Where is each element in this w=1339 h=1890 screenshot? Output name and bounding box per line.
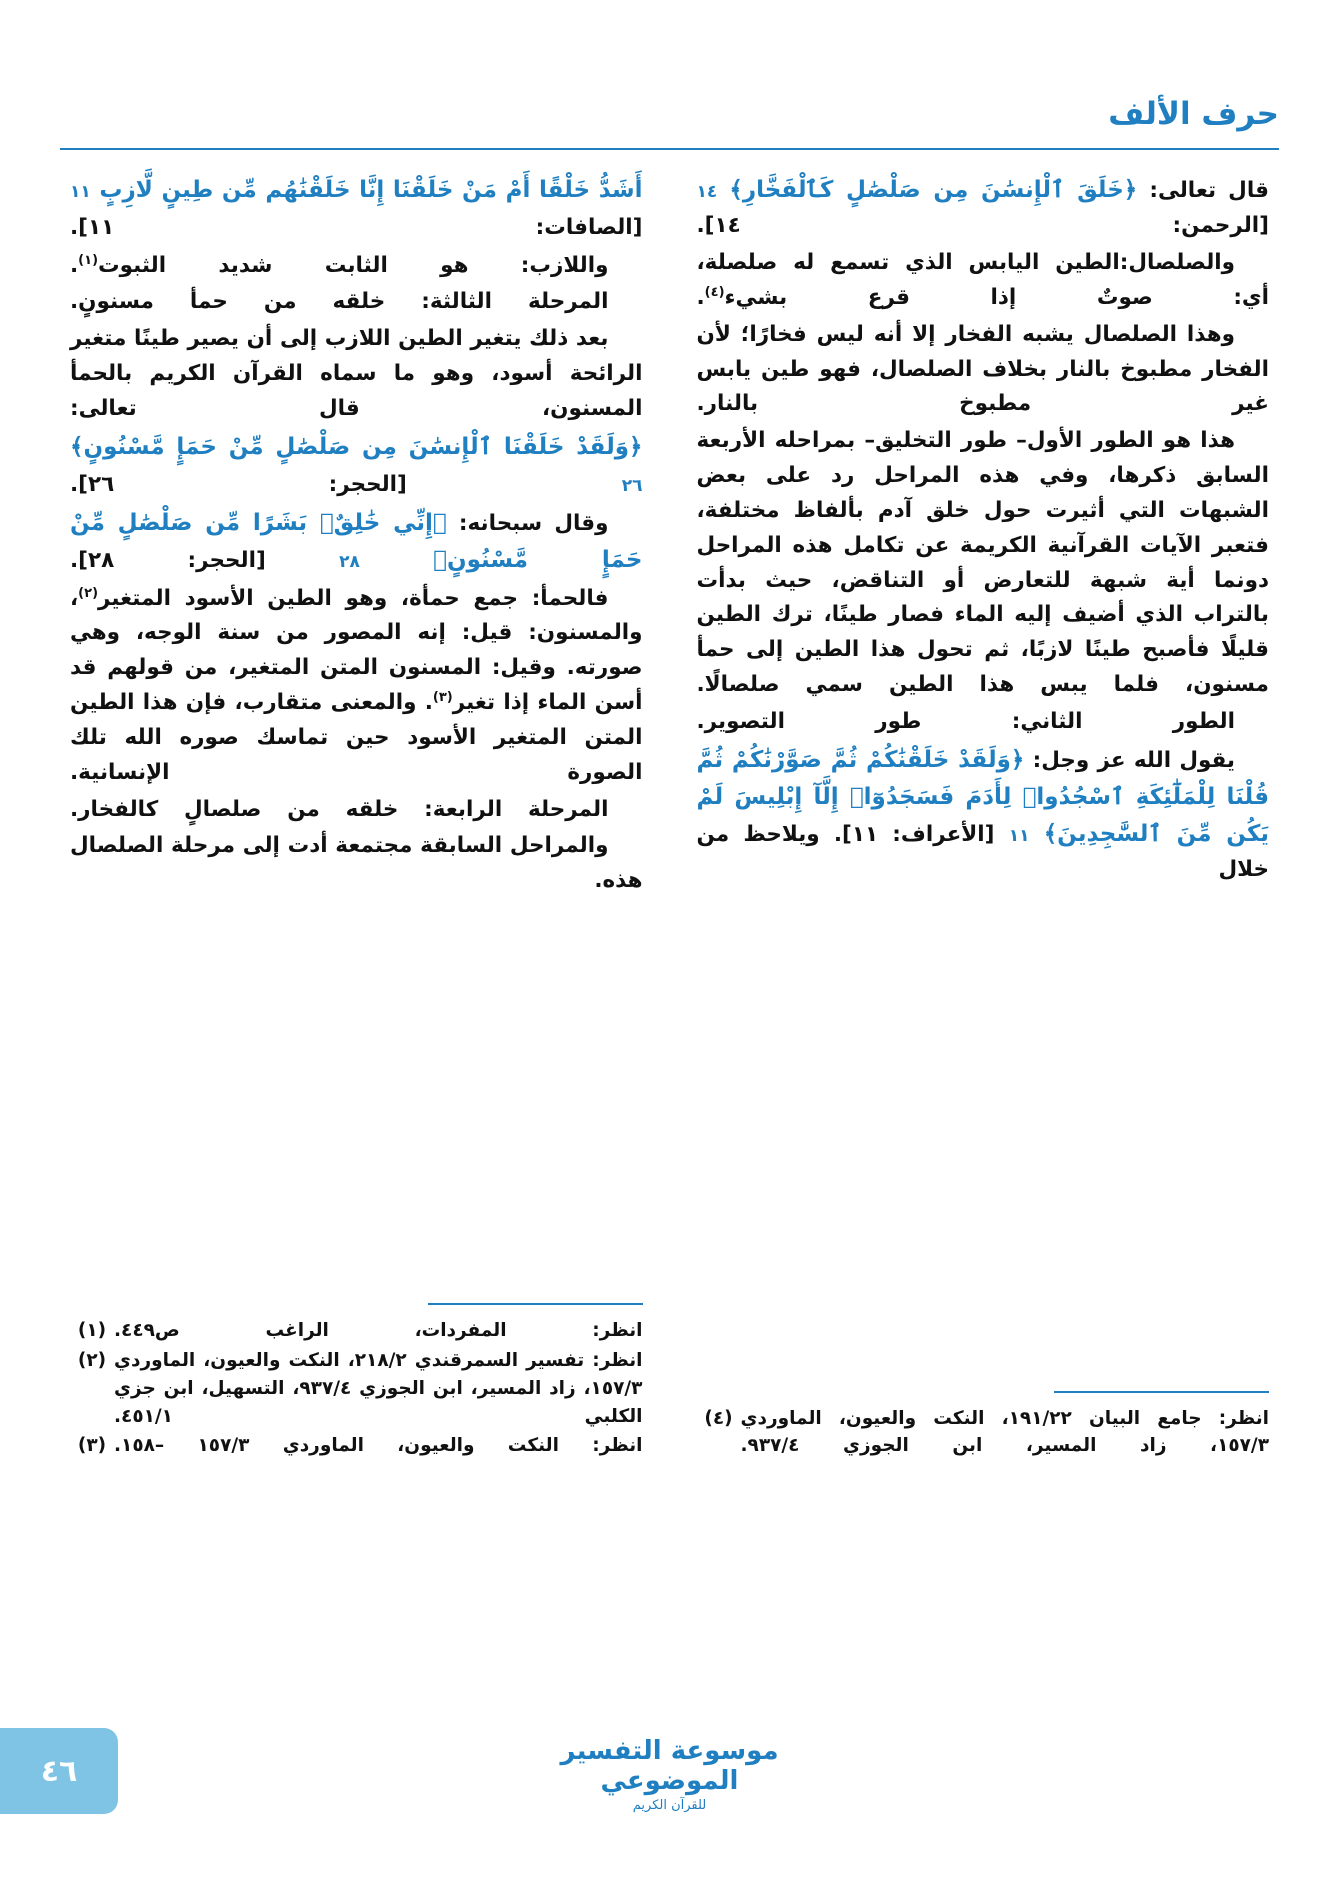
verse-reference: [الأعراف: ١١]. ويلاحظ من خلال (696, 822, 1269, 883)
logo-subtitle: للقرآن الكريم (632, 1798, 707, 1813)
paragraph-yaqul-allah (697, 742, 1270, 889)
verse-reference: [الحجر: ٢٨]. (70, 548, 266, 574)
footnote-text: انظر: النكت والعيون، الماوردي ١٥٧/٣ –١٥٨. (114, 1435, 643, 1457)
paragraph-tawr-awwal: هذا هو الطور الأول– طور التخليق– بمراحله الأربعة السابق ذكرها، وفي هذه المراحل رد على بعض الشبهات التي أثيرت حول خلق آدم بألفاظ مختلفة، فتعبر الآيات القرآنية الكريمة عن تكامل هذه المراحل دونما أية شبهة للتعارض أو التناقض، حيث بدأت بالتراب الذي أضيف إليه الماء فصار طينًا، ترك الطين قليلًا فأصبح طينًا لازبًا، ثم تحول هذا الطين إلى حمأ مسنون، فلما يبس هذا الطين سمي صلصالًا. (696, 428, 1269, 698)
paragraph-text: وقال سبحانه: (458, 511, 609, 537)
column-right (70, 172, 643, 1462)
footnote-ref-3[interactable]: (٣) (432, 689, 453, 705)
footnote-number: (١) (77, 1320, 107, 1342)
paragraph-tawr-thani: الطور الثاني: طور التصوير. (696, 708, 1235, 734)
paragraph-stage-four: المرحلة الرابعة: خلقه من صلصالٍ كالفخار. (70, 796, 609, 822)
footnote-text: انظر: المفردات، الراغب ص٤٤٩. (114, 1320, 643, 1342)
column-left (697, 172, 1270, 1462)
text-columns (70, 172, 1269, 1462)
ayah-number: ١٤ (696, 182, 718, 202)
ayah-number: ١١ (70, 182, 91, 202)
footnote-ref-2[interactable]: (٢) (78, 585, 99, 601)
footnote-number: (٢) (77, 1350, 107, 1371)
paragraph-wa-qala (70, 505, 643, 580)
paragraph-tail-2: . والمعنى متقارب، فإن هذا الطين المتن المتغير الأسود حين تماسك صوره الله تلك الصورة الإنسانية. (70, 690, 643, 785)
paragraph-text: قال تعالى: (1149, 178, 1269, 203)
paragraph-lazib (70, 249, 643, 284)
paragraph-qala-taala (697, 172, 1270, 244)
paragraph-stages-summary: والمراحل السابقة مجتمعة أدت إلى مرحلة الصلصال هذه. (70, 833, 643, 894)
footnote-ref-4[interactable]: (٤) (704, 284, 725, 300)
paragraph-stage-three: المرحلة الثالثة: خلقه من حمأ مسنونٍ. (70, 289, 609, 315)
footnote-divider (428, 1303, 643, 1305)
header-divider (60, 148, 1279, 150)
verse-reference: [الحجر: ٢٦]. (70, 471, 407, 497)
footnote-item (70, 1347, 643, 1430)
ayah-number: ٢٨ (339, 552, 360, 573)
publisher-logo (545, 1736, 795, 1813)
footnote-number: (٤) (704, 1407, 733, 1429)
paragraph-explanation: بعد ذلك يتغير الطين اللازب إلى أن يصير طينًا متغير الرائحة أسود، وهو ما سماه القرآن الكريم بالحمأ المسنون، قال تعالى: (70, 326, 643, 421)
quran-inline: ﴿وَلَقَدْ خَلَقْنَٰكُمْ ثُمَّ صَوَّرْنَٰكُمْ ثُمَّ قُلْنَا لِلْمَلَٰٓئِكَةِ ٱسْجُدُوا۟ لِأَدَمَ فَسَجَدُوٓا۟ إِلَّآ إِبْلِيسَ لَمْ يَكُن مِّنَ ٱلسَّٰجِدِينَ﴾ (696, 746, 1269, 848)
footnote-number: (٣) (77, 1435, 107, 1457)
footnote-ref-1[interactable]: (١) (78, 252, 99, 268)
page-title: حرف الألف (1108, 96, 1279, 132)
paragraph-tail: . (70, 252, 79, 278)
page-number-badge (0, 1728, 118, 1814)
paragraph-text: واللازب: هو الثابت شديد الثبوت (98, 252, 609, 278)
quran-inline: ﴿إِنِّي خَٰلِقٌۢ بَشَرًا مِّن صَلْصَٰلٍ مِّنْ حَمَإٍ مَّسْنُونٍ﴾ (70, 510, 643, 574)
verse-reference: [الصافات: ١١]. (70, 215, 643, 241)
page-header (60, 96, 1279, 156)
paragraph-text: يقول الله عز وجل: (1032, 747, 1235, 773)
paragraph-tail: . (696, 284, 705, 310)
page-footer (0, 1728, 1339, 1838)
page-number: ٤٦ (40, 1753, 78, 1789)
paragraph-tail: ، والمسنون: قيل: إنه المصور من سنة الوجه، وهي صورته. وقيل: المسنون المتن المتغير، من قولهم قد أسن الماء إذا تغير (70, 585, 643, 716)
footnotes-right (70, 1303, 643, 1462)
verse-reference: [الرحمن: ١٤]. (696, 213, 1269, 239)
paragraph-salsal-def (697, 246, 1270, 316)
footnote-text: انظر: تفسير السمرقندي ٢١٨/٢، النكت والعيون، الماوردي ١٥٧/٣، زاد المسير، ابن الجوزي ٩٣٧/٤، التسهيل، ابن جزي الكلبي ٤٥١/١. (114, 1350, 643, 1427)
quran-text: ﴿وَلَقَدْ خَلَقْنَا ٱلْإِنسَٰنَ مِن صَلْصَٰلٍ مِّنْ حَمَإٍ مَّسْنُونٍ﴾ (70, 433, 643, 460)
footnote-item (70, 1317, 643, 1345)
footnote-text: انظر: جامع البيان ١٩١/٢٢، النكت والعيون، الماوردي ١٥٧/٣، زاد المسير، ابن الجوزي ٩٣٧/٤. (740, 1407, 1269, 1457)
paragraph-hama-masnun (70, 582, 643, 791)
paragraph-fakhkhar: وهذا الصلصال يشبه الفخار إلا أنه ليس فخارًا؛ لأن الفخار مطبوخ بالنار بخلاف الصلصال، فهو طين يابس غير مطبوخ بالنار. (696, 321, 1269, 417)
footnote-divider (1054, 1391, 1269, 1393)
quran-verse-hijr-26 (70, 429, 643, 504)
quran-inline: ﴿خَلَقَ ٱلْإِنسَٰنَ مِن صَلْصَٰلٍ كَٱلْفَخَّارِ﴾ (729, 177, 1138, 203)
ayah-number: ١١ (1008, 826, 1030, 847)
logo-title: موسوعة التفسير الموضوعي (560, 1736, 779, 1796)
footnote-item (70, 1432, 643, 1460)
footnotes-left (697, 1391, 1270, 1463)
quran-text: أَشَدُّ خَلْقًا أَمْ مَنْ خَلَقْنَا إِنَّا خَلَقْنَٰهُم مِّن طِينٍ لَّازِبٍ (99, 177, 643, 203)
paragraph-text: والصلصال:الطين اليابس الذي تسمع له صلصلة، أي: صوتٌ إذا قرع بشيء (696, 250, 1269, 310)
paragraph-text: فالحمأ: جمع حمأة، وهو الطين الأسود المتغير (98, 585, 609, 611)
footnote-item (697, 1405, 1270, 1461)
ayah-number: ٢٦ (621, 475, 643, 496)
quran-verse (70, 172, 643, 247)
